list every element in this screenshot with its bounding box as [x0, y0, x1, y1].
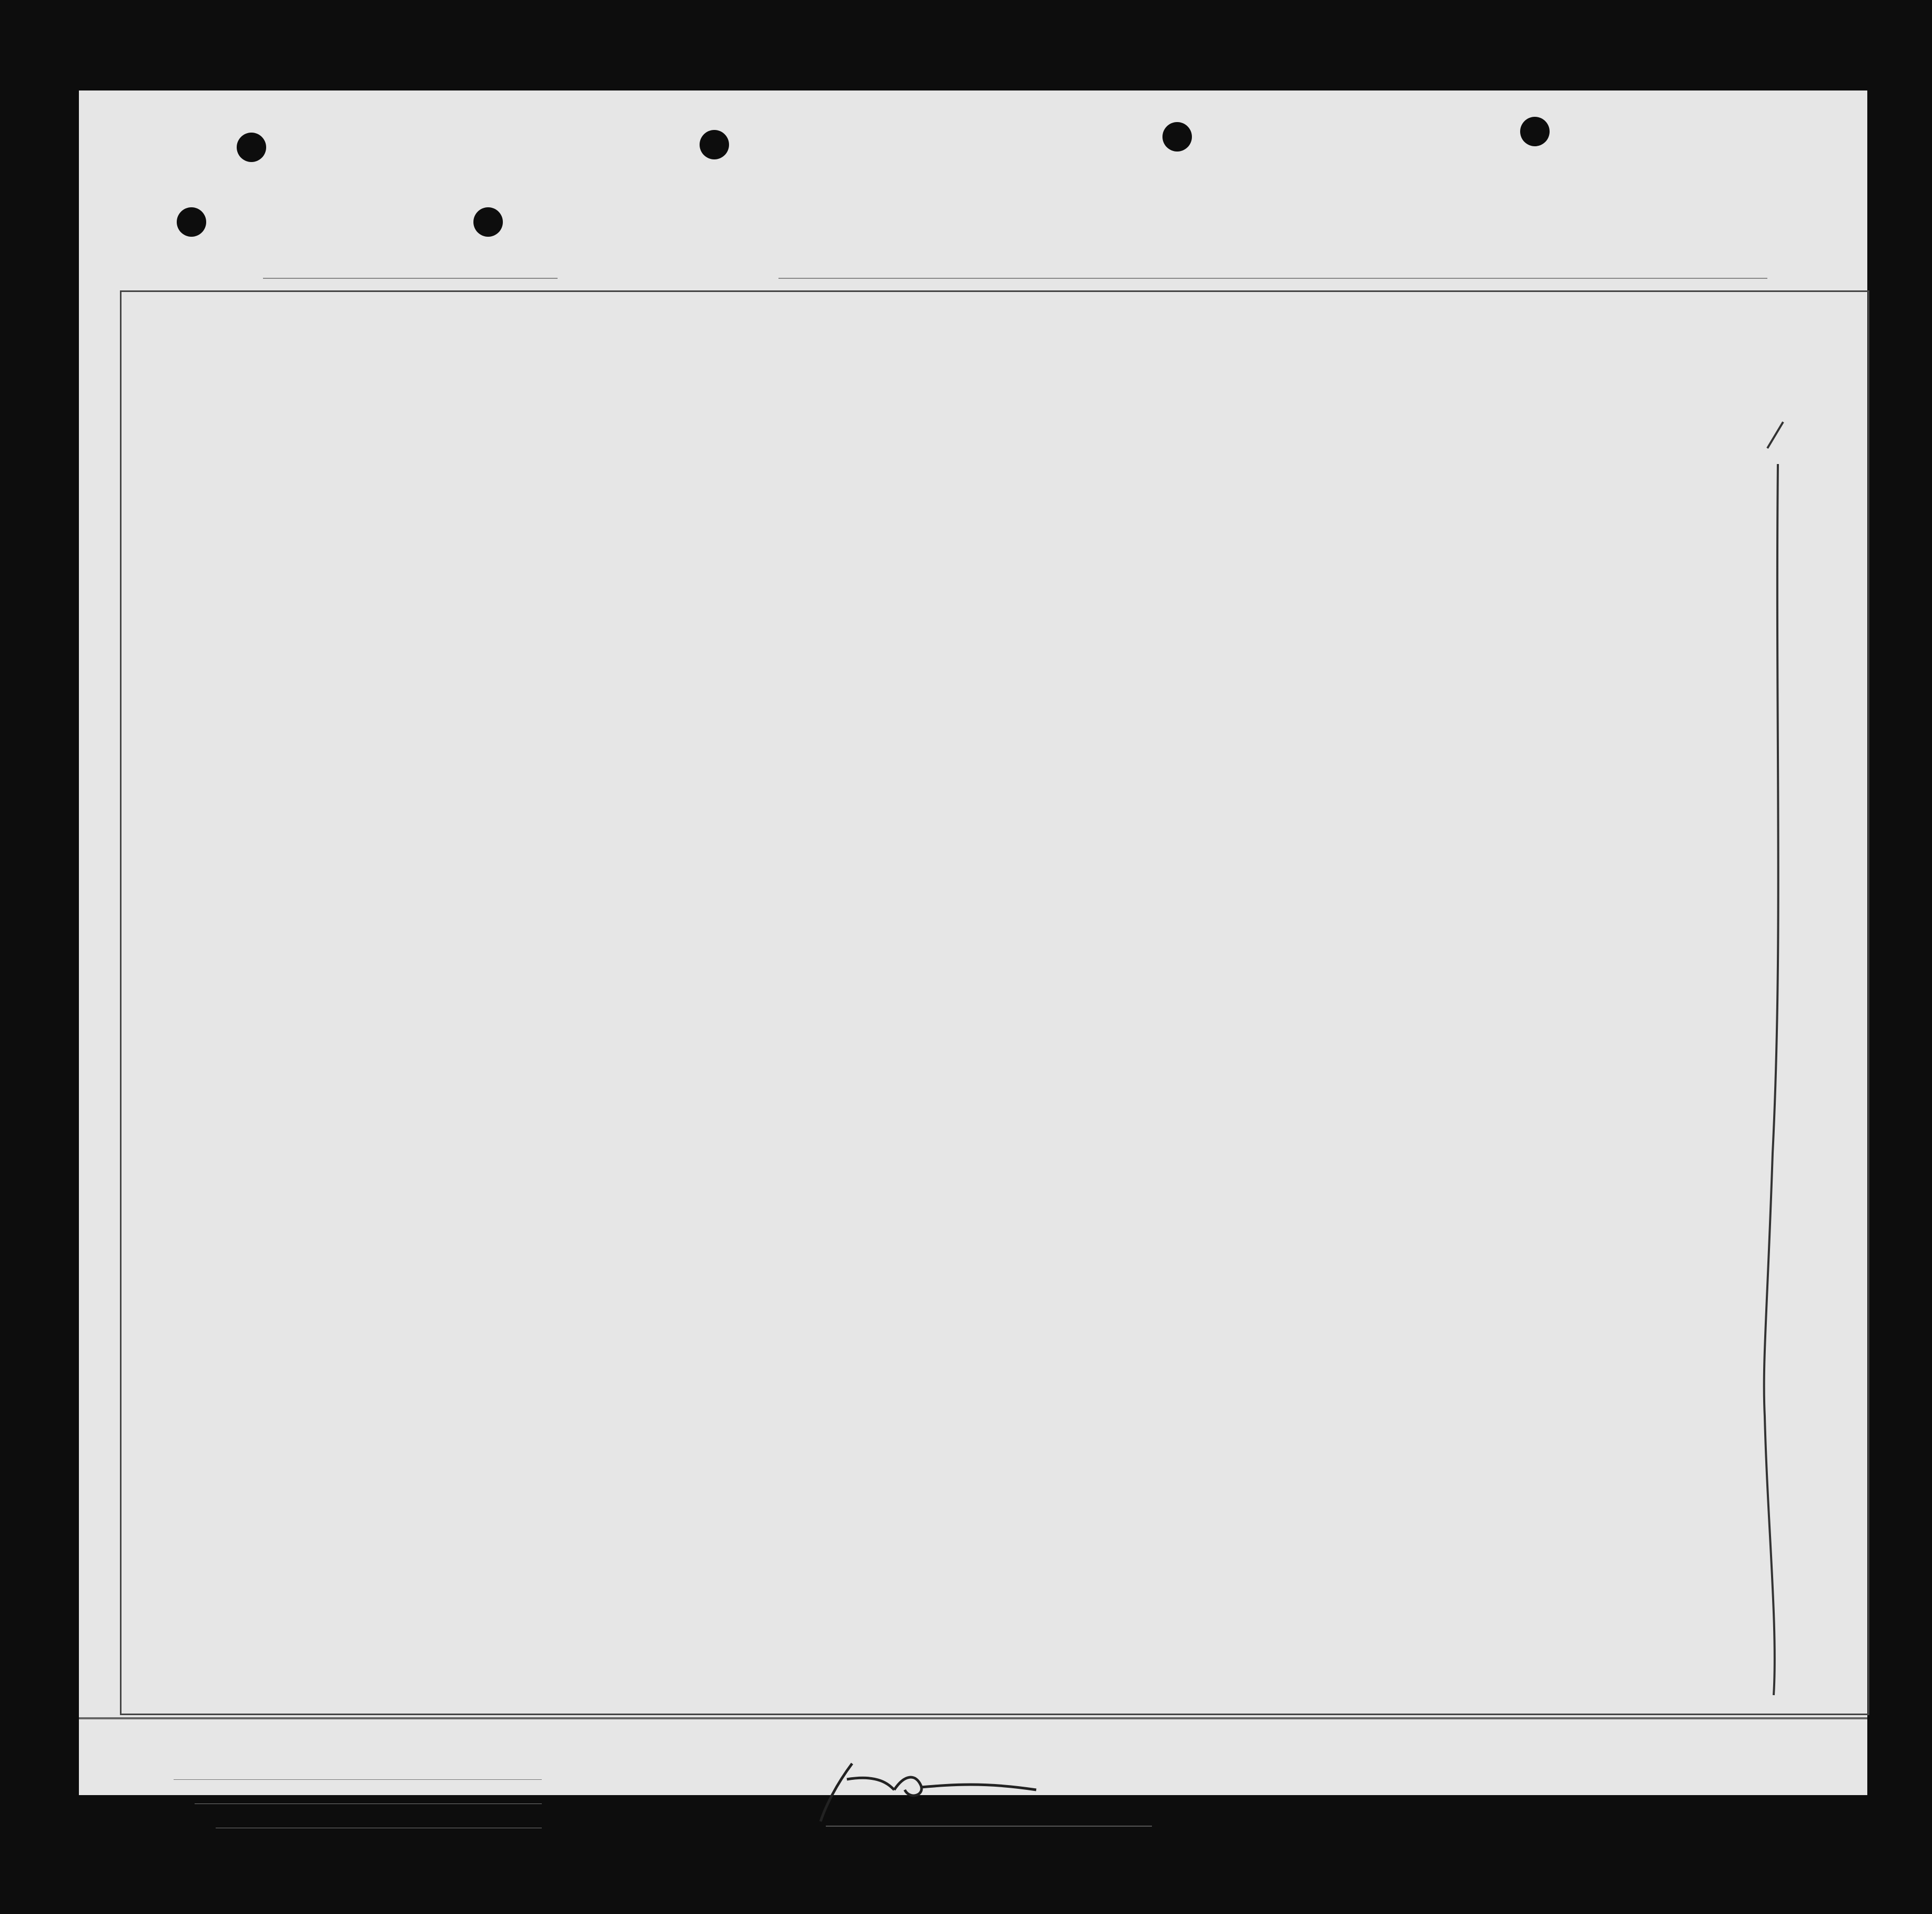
crew-table: [120, 290, 1869, 1715]
punch-hole: [237, 133, 266, 162]
inspector-signature: [815, 1753, 1120, 1827]
manifest-sheet: [79, 90, 1867, 1795]
punch-hole: [1162, 122, 1192, 152]
punch-hole: [1520, 117, 1550, 146]
punch-hole: [473, 207, 503, 237]
punch-hole: [700, 130, 729, 159]
action-line: [1746, 417, 1809, 1700]
punch-hole: [177, 207, 206, 237]
